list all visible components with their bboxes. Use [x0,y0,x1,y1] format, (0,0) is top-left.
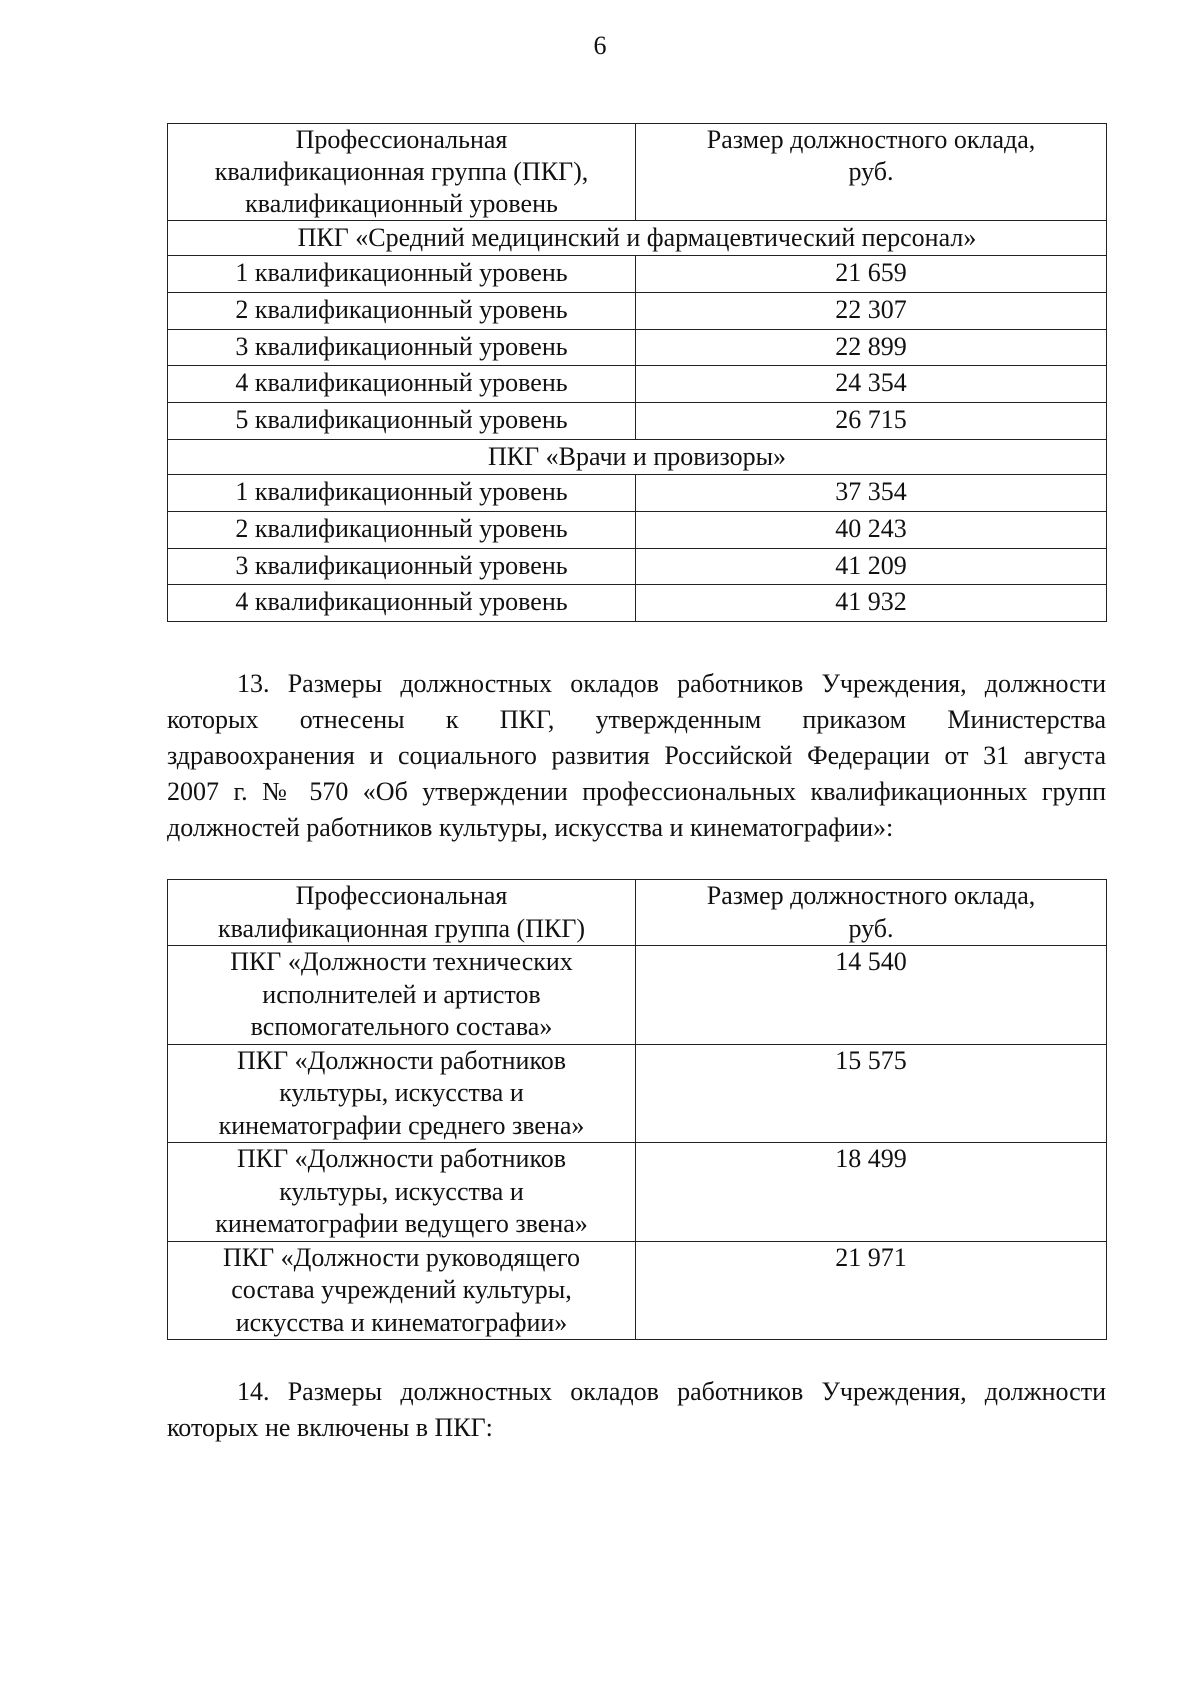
salary-cell: 22 899 [636,329,1107,366]
table-row [168,292,1107,329]
group-line: ПКГ «Должности работников [236,1144,567,1173]
group-cell [168,946,636,1045]
group-line: кинематографии ведущего звена» [215,1209,588,1238]
header-line: Размер должностного оклада, [706,881,1036,910]
header-cell-salary [636,880,1107,946]
level-cell: 2 квалификационный уровень [168,292,636,329]
group-title-row [168,439,1107,474]
salary-cell: 41 209 [636,548,1107,585]
header-line: руб. [848,157,894,186]
salary-cell: 21 659 [636,256,1107,293]
header-line: квалификационный уровень [245,189,558,218]
salary-cell: 14 540 [636,946,1107,1045]
paragraph-line: которых не включены в ПКГ: [167,1413,493,1442]
level-cell: 5 квалификационный уровень [168,403,636,440]
group-line: ПКГ «Должности технических [230,947,573,976]
salary-cell: 21 971 [636,1241,1107,1340]
salary-cell: 41 932 [636,585,1107,622]
group-line: культуры, искусства и [279,1176,524,1206]
table-header-row [168,124,1107,221]
salary-cell: 22 307 [636,292,1107,329]
salary-cell: 40 243 [636,511,1107,548]
table-row [168,329,1107,366]
table-row [168,1143,1107,1242]
table-row [168,1044,1107,1143]
header-line: Размер должностного оклада, [706,125,1036,154]
culture-salary-table [167,879,1107,1340]
table-row [168,366,1107,403]
group-line: искусства и кинематографии» [235,1307,568,1337]
paragraph-line: которых отнесены к ПКГ, утвержденным приказом Министерства [167,705,1106,734]
table-row [168,403,1107,440]
header-line: Профессиональная [295,881,508,910]
level-cell: 3 квалификационный уровень [168,548,636,585]
table-row [168,946,1107,1045]
level-cell: 1 квалификационный уровень [168,256,636,293]
level-cell: 3 квалификационный уровень [168,329,636,366]
paragraph-line: должностей работников культуры, искусства и кинематографии»: [167,813,894,842]
header-line: квалификационная группа (ПКГ), [214,157,589,186]
group-title: ПКГ «Средний медицинский и фармацевтический персонал» [168,221,1107,256]
group-cell [168,1241,636,1340]
salary-cell: 24 354 [636,366,1107,403]
group-line: культуры, искусства и [279,1078,524,1107]
salary-cell: 37 354 [636,474,1107,511]
level-cell: 2 квалификационный уровень [168,511,636,548]
paragraph-14 [167,1374,1106,1446]
group-title-row [168,221,1107,256]
group-line: ПКГ «Должности руководящего [223,1242,580,1272]
medical-salary-table [167,123,1107,622]
header-line: Профессиональная [295,125,508,154]
group-cell [168,1044,636,1143]
paragraph-line: здравоохранения и социального развития Российской Федерации от 31 августа [167,741,1106,770]
header-line: руб. [848,913,894,943]
paragraph-line: 13. Размеры должностных окладов работников Учреждения, должности [237,669,1106,698]
group-cell [168,1143,636,1242]
table-row [168,474,1107,511]
group-line: ПКГ «Должности работников [236,1045,567,1075]
level-cell: 4 квалификационный уровень [168,366,636,403]
page-number: 6 [593,31,607,60]
header-cell-group [168,124,636,221]
table-row [168,585,1107,622]
level-cell: 4 квалификационный уровень [168,585,636,622]
group-title: ПКГ «Врачи и провизоры» [168,439,1107,474]
salary-cell: 26 715 [636,403,1107,440]
table-header-row [168,880,1107,946]
level-cell: 1 квалификационный уровень [168,474,636,511]
paragraph-line: 14. Размеры должностных окладов работников Учреждения, должности [237,1377,1106,1406]
salary-cell: 15 575 [636,1044,1107,1143]
paragraph-13 [167,666,1106,882]
group-line: состава учреждений культуры, [231,1275,572,1304]
header-cell-salary [636,124,1107,221]
table-row [168,1241,1107,1340]
header-line: квалификационная группа (ПКГ) [217,913,586,943]
group-line: кинематографии среднего звена» [218,1110,585,1140]
group-line: вспомогательного состава» [250,1012,553,1041]
salary-cell: 18 499 [636,1143,1107,1242]
header-cell-group [168,880,636,946]
group-line: исполнителей и артистов [262,979,541,1009]
table-row [168,548,1107,585]
table-row [168,511,1107,548]
paragraph-line: 2007 г. № 570 «Об утверждении профессиональных квалификационных групп [167,777,1106,806]
table-row [168,256,1107,293]
